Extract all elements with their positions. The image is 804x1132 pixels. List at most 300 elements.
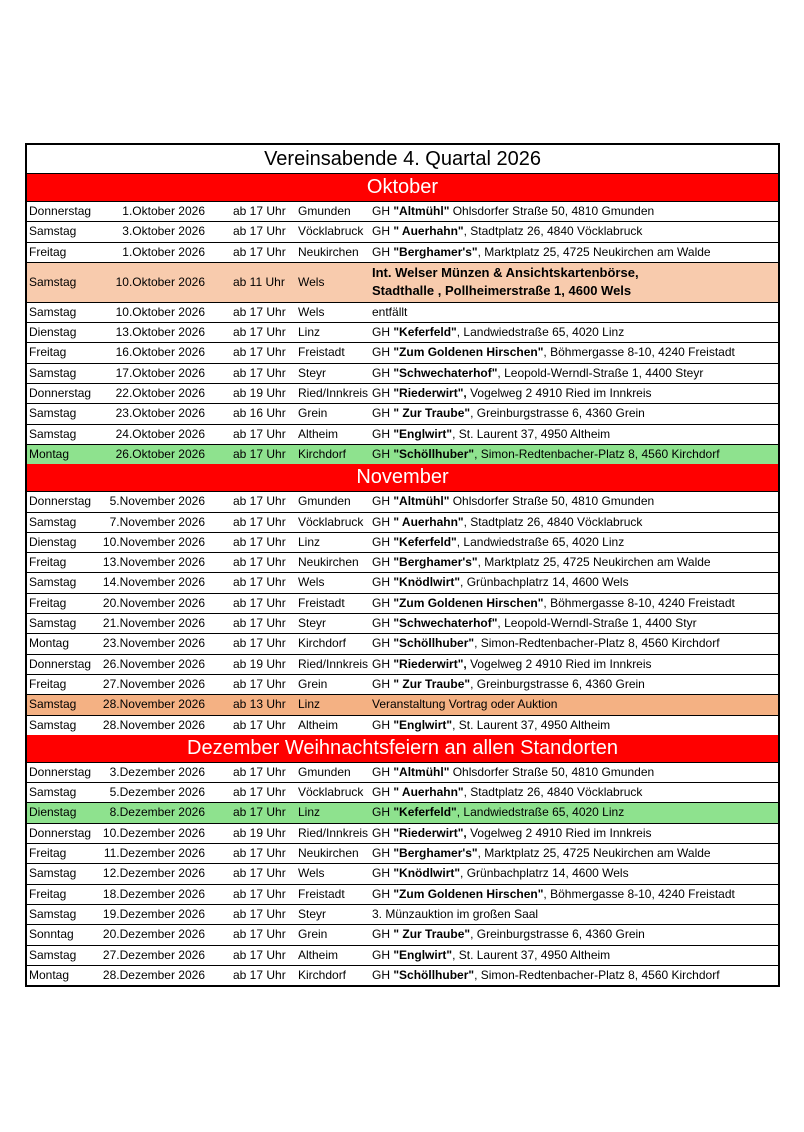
venue-cell [372, 905, 538, 924]
month-header-november: November [27, 464, 778, 492]
venue-prefix: GH [372, 386, 394, 401]
time-cell: ab 17 Uhr [233, 555, 286, 570]
venue-address: Vogelweg 2 4910 Ried im Innkreis [466, 656, 652, 671]
weekday-cell: Dienstag [29, 534, 77, 549]
time-cell: ab 17 Uhr [233, 947, 286, 962]
venue-name: "Berghamer's" [393, 244, 478, 259]
venue-cell [372, 533, 624, 552]
venue-prefix: GH [372, 595, 394, 610]
venue-cell [372, 492, 654, 511]
venue-name: "Schöllhuber" [393, 967, 475, 982]
venue-name: " Zur Traube" [393, 406, 471, 421]
table-row [27, 492, 778, 512]
time-cell: ab 17 Uhr [233, 325, 286, 340]
table-row [27, 844, 778, 864]
venue-address: , Marktplatz 25, 4725 Neukirchen am Walde [477, 244, 711, 259]
location-cell: Altheim [298, 717, 339, 732]
location-cell: Vöcklabruck [298, 514, 364, 529]
venue-name: " Auerhahn" [393, 224, 464, 239]
weekday-cell: Samstag [29, 717, 77, 732]
table-row [27, 695, 778, 715]
date-cell: 22.Oktober 2026 [115, 386, 205, 401]
venue-address: , Landwiedstraße 65, 4020 Linz [456, 805, 625, 820]
venue-address: , St. Laurent 37, 4950 Altheim [452, 426, 611, 441]
date-cell: 3.Dezember 2026 [109, 764, 205, 779]
venue-prefix: GH [372, 866, 394, 881]
location-cell: Neukirchen [298, 244, 359, 259]
venue-address: , Böhmergasse 8-10, 4240 Freistadt [543, 595, 735, 610]
table-row [27, 243, 778, 263]
venue-prefix: GH [372, 575, 394, 590]
weekday-cell: Freitag [29, 676, 67, 691]
weekday-cell: Samstag [29, 785, 77, 800]
venue-address: , Marktplatz 25, 4725 Neukirchen am Walde [477, 555, 711, 570]
venue-address: , Simon-Redtenbacher-Platz 8, 4560 Kirchdorf [474, 636, 720, 651]
venue-prefix: GH [372, 717, 394, 732]
venue-address: , Stadtplatz 26, 4840 Vöcklabruck [463, 514, 643, 529]
time-cell: ab 17 Uhr [233, 636, 286, 651]
date-cell: 12.Dezember 2026 [102, 866, 205, 881]
venue-name: "Englwirt" [393, 717, 453, 732]
table-row [27, 614, 778, 634]
location-cell: Freistadt [298, 345, 345, 360]
location-cell: Altheim [298, 426, 339, 441]
venue-address: , Böhmergasse 8-10, 4240 Freistadt [543, 345, 735, 360]
location-cell: Vöcklabruck [298, 224, 364, 239]
weekday-cell: Freitag [29, 244, 67, 259]
venue-name: "Zum Goldenen Hirschen" [393, 886, 544, 901]
venue-prefix: GH [372, 764, 394, 779]
weekday-cell: Dienstag [29, 325, 77, 340]
time-cell: ab 17 Uhr [233, 927, 286, 942]
venue-prefix: GH [372, 785, 394, 800]
date-cell: 23.Oktober 2026 [115, 406, 205, 421]
page-title: Vereinsabende 4. Quartal 2026 [27, 145, 778, 174]
venue-address: Vogelweg 2 4910 Ried im Innkreis [466, 825, 652, 840]
date-cell: 20.November 2026 [102, 595, 205, 610]
table-row [27, 303, 778, 323]
table-row [27, 803, 778, 823]
venue-cell [372, 594, 735, 613]
date-cell: 7.November 2026 [109, 514, 205, 529]
time-cell: ab 19 Uhr [233, 656, 286, 671]
time-cell: ab 17 Uhr [233, 866, 286, 881]
location-cell: Linz [298, 805, 321, 820]
venue-prefix: GH [372, 636, 394, 651]
date-cell: 10.November 2026 [102, 534, 205, 549]
venue-cell [372, 695, 557, 714]
venue-name: " Zur Traube" [393, 676, 471, 691]
location-cell: Linz [298, 697, 321, 712]
venue-prefix: GH [372, 825, 394, 840]
venue-address: , Landwiedstraße 65, 4020 Linz [456, 534, 625, 549]
time-cell: ab 17 Uhr [233, 676, 286, 691]
venue-address: , Stadtplatz 26, 4840 Vöcklabruck [463, 224, 643, 239]
table-row [27, 675, 778, 695]
time-cell: ab 17 Uhr [233, 446, 286, 461]
table-row [27, 634, 778, 654]
venue-address: Ohlsdorfer Straße 50, 4810 Gmunden [449, 494, 655, 509]
venue-cell [372, 716, 610, 735]
venue-prefix: Veranstaltung Vortrag oder Auktion [372, 697, 558, 712]
venue-name: "Keferfeld" [393, 534, 457, 549]
table-row [27, 202, 778, 222]
venue-name: "Knödlwirt" [393, 575, 461, 590]
location-cell: Steyr [298, 365, 327, 380]
date-cell: 27.November 2026 [102, 676, 205, 691]
time-cell: ab 17 Uhr [233, 365, 286, 380]
date-cell: 18.Dezember 2026 [102, 886, 205, 901]
venue-address: , Grünbachplatrz 14, 4600 Wels [460, 866, 629, 881]
table-row [27, 404, 778, 424]
table-row [27, 384, 778, 404]
location-cell: Wels [298, 304, 325, 319]
table-row [27, 885, 778, 905]
venue-cell [372, 946, 610, 965]
date-cell: 28.November 2026 [102, 697, 205, 712]
date-cell: 28.November 2026 [102, 717, 205, 732]
venue-prefix: GH [372, 886, 394, 901]
venue-address: Ohlsdorfer Straße 50, 4810 Gmunden [449, 204, 655, 218]
venue-prefix: GH [372, 805, 394, 820]
table-row [27, 966, 778, 985]
table-row [27, 222, 778, 242]
venue-cell [372, 634, 720, 653]
weekday-cell: Donnerstag [29, 764, 92, 779]
location-cell: Steyr [298, 616, 327, 631]
venue-cell [372, 264, 639, 300]
venue-cell [372, 425, 610, 444]
time-cell: ab 17 Uhr [233, 717, 286, 732]
time-cell: ab 19 Uhr [233, 386, 286, 401]
venue-prefix: GH [372, 555, 394, 570]
table-row [27, 533, 778, 553]
weekday-cell: Dienstag [29, 805, 77, 820]
venue-address: , Grünbachplatrz 14, 4600 Wels [460, 575, 629, 590]
venue-cell [372, 614, 697, 633]
date-cell: 13.Oktober 2026 [115, 325, 205, 340]
date-cell: 20.Dezember 2026 [102, 927, 205, 942]
venue-cell [372, 844, 711, 863]
venue-name: "Englwirt" [393, 426, 453, 441]
venue-address: , St. Laurent 37, 4950 Altheim [452, 717, 611, 732]
location-cell: Gmunden [298, 204, 351, 218]
time-cell: ab 17 Uhr [233, 595, 286, 610]
location-cell: Neukirchen [298, 846, 359, 861]
date-cell: 1.Oktober 2026 [122, 204, 205, 218]
venue-cell [372, 202, 654, 221]
venue-prefix: GH [372, 426, 394, 441]
date-cell: 26.November 2026 [102, 656, 205, 671]
weekday-cell: Sonntag [29, 927, 74, 942]
venue-name: "Altmühl" [393, 204, 450, 218]
venue-cell [372, 343, 735, 362]
venue-address: Vogelweg 2 4910 Ried im Innkreis [466, 386, 652, 401]
venue-address: , Greinburgstrasse 6, 4360 Grein [470, 406, 645, 421]
table-row [27, 594, 778, 614]
month-rows [27, 202, 778, 464]
weekday-cell: Samstag [29, 947, 77, 962]
venue-name: " Auerhahn" [393, 785, 464, 800]
venue-name: "Altmühl" [393, 494, 450, 509]
weekday-cell: Samstag [29, 406, 77, 421]
location-cell: Gmunden [298, 764, 351, 779]
weekday-cell: Samstag [29, 575, 77, 590]
time-cell: ab 17 Uhr [233, 967, 286, 982]
venue-address: , Greinburgstrasse 6, 4360 Grein [470, 927, 645, 942]
venue-prefix: 3. Münzauktion im großen Saal [372, 906, 539, 921]
venue-cell [372, 445, 720, 464]
table-row [27, 946, 778, 966]
venue-cell [372, 573, 629, 592]
time-cell: ab 17 Uhr [233, 575, 286, 590]
location-cell: Grein [298, 676, 328, 691]
time-cell: ab 13 Uhr [233, 697, 286, 712]
schedule-table [25, 143, 780, 987]
time-cell: ab 17 Uhr [233, 244, 286, 259]
time-cell: ab 17 Uhr [233, 494, 286, 509]
time-cell: ab 17 Uhr [233, 345, 286, 360]
date-cell: 1.Oktober 2026 [122, 244, 205, 259]
venue-name: "Keferfeld" [393, 325, 457, 340]
table-row [27, 425, 778, 445]
month-rows [27, 492, 778, 735]
table-row [27, 824, 778, 844]
venue-address: , St. Laurent 37, 4950 Altheim [452, 947, 611, 962]
venue-line-1: Int. Welser Münzen & Ansichtskartenbörse, [372, 264, 639, 280]
venue-prefix: GH [372, 244, 394, 259]
venue-prefix: entfällt [372, 304, 408, 319]
venue-cell [372, 384, 652, 403]
weekday-cell: Freitag [29, 886, 67, 901]
venue-name: "Schwechaterhof" [393, 365, 498, 380]
time-cell: ab 11 Uhr [233, 274, 285, 289]
date-cell: 3.Oktober 2026 [122, 224, 205, 239]
venue-cell [372, 925, 645, 944]
venue-cell [372, 803, 624, 822]
time-cell: ab 17 Uhr [233, 616, 286, 631]
date-cell: 10.Dezember 2026 [102, 825, 205, 840]
weekday-cell: Donnerstag [29, 204, 92, 218]
location-cell: Kirchdorf [298, 967, 347, 982]
venue-prefix: GH [372, 406, 394, 421]
table-row [27, 763, 778, 783]
venue-prefix: GH [372, 927, 394, 942]
venue-prefix: GH [372, 947, 394, 962]
venue-name: "Zum Goldenen Hirschen" [393, 345, 544, 360]
venue-name: "Schwechaterhof" [393, 616, 498, 631]
venue-address: Ohlsdorfer Straße 50, 4810 Gmunden [449, 764, 655, 779]
venue-cell [372, 364, 703, 383]
venue-name: "Berghamer's" [393, 846, 478, 861]
weekday-cell: Samstag [29, 697, 77, 712]
month-header-oktober: Oktober [27, 174, 778, 202]
location-cell: Grein [298, 406, 328, 421]
table-row [27, 573, 778, 593]
date-cell: 10.Oktober 2026 [115, 304, 205, 319]
time-cell: ab 17 Uhr [233, 304, 286, 319]
location-cell: Wels [298, 575, 325, 590]
date-cell: 23.November 2026 [102, 636, 205, 651]
venue-name: "Berghamer's" [393, 555, 478, 570]
location-cell: Grein [298, 927, 328, 942]
venue-name: " Auerhahn" [393, 514, 464, 529]
venue-prefix: GH [372, 616, 394, 631]
table-row [27, 553, 778, 573]
date-cell: 21.November 2026 [102, 616, 205, 631]
venue-name: "Schöllhuber" [393, 636, 475, 651]
weekday-cell: Donnerstag [29, 494, 92, 509]
venue-prefix: GH [372, 446, 394, 461]
venue-cell [372, 824, 652, 843]
venue-name: " Zur Traube" [393, 927, 471, 942]
location-cell: Freistadt [298, 886, 345, 901]
weekday-cell: Samstag [29, 304, 77, 319]
venue-address: , Marktplatz 25, 4725 Neukirchen am Walde [477, 846, 711, 861]
venue-address: , Greinburgstrasse 6, 4360 Grein [470, 676, 645, 691]
location-cell: Linz [298, 325, 321, 340]
venue-prefix: GH [372, 325, 394, 340]
weekday-cell: Montag [29, 967, 70, 982]
venue-prefix: GH [372, 514, 394, 529]
venue-cell [372, 885, 735, 904]
location-cell: Linz [298, 534, 321, 549]
time-cell: ab 17 Uhr [233, 805, 286, 820]
venue-cell [372, 243, 711, 262]
time-cell: ab 17 Uhr [233, 785, 286, 800]
date-cell: 14.November 2026 [102, 575, 205, 590]
weekday-cell: Donnerstag [29, 825, 92, 840]
date-cell: 16.Oktober 2026 [115, 345, 205, 360]
venue-prefix: GH [372, 656, 394, 671]
date-cell: 8.Dezember 2026 [109, 805, 205, 820]
time-cell: ab 17 Uhr [233, 846, 286, 861]
weekday-cell: Samstag [29, 365, 77, 380]
venue-name: "Englwirt" [393, 947, 453, 962]
venue-name: "Riederwirt", [393, 656, 467, 671]
table-row [27, 445, 778, 464]
location-cell: Ried/Innkreis [298, 656, 369, 671]
venue-name: "Knödlwirt" [393, 866, 461, 881]
table-row [27, 925, 778, 945]
location-cell: Ried/Innkreis [298, 825, 369, 840]
time-cell: ab 17 Uhr [233, 204, 286, 218]
location-cell: Steyr [298, 906, 327, 921]
weekday-cell: Samstag [29, 514, 77, 529]
table-row [27, 513, 778, 533]
venue-line-2: Stadthalle , Pollheimerstraße 1, 4600 Wels [372, 282, 632, 298]
table-row [27, 263, 778, 303]
date-cell: 10.Oktober 2026 [115, 274, 205, 289]
month-rows [27, 763, 778, 985]
venue-prefix: GH [372, 224, 394, 239]
table-row [27, 864, 778, 884]
location-cell: Kirchdorf [298, 446, 347, 461]
time-cell: ab 17 Uhr [233, 534, 286, 549]
location-cell: Wels [298, 866, 325, 881]
weekday-cell: Freitag [29, 595, 67, 610]
date-cell: 17.Oktober 2026 [115, 365, 205, 380]
venue-cell [372, 864, 629, 883]
month-header-dezember: Dezember Weihnachtsfeiern an allen Standorten [27, 735, 778, 763]
venue-cell [372, 303, 407, 322]
date-cell: 27.Dezember 2026 [102, 947, 205, 962]
location-cell: Vöcklabruck [298, 785, 364, 800]
date-cell: 5.November 2026 [109, 494, 205, 509]
date-cell: 11.Dezember 2026 [103, 846, 205, 861]
venue-prefix: GH [372, 534, 394, 549]
venue-prefix: GH [372, 345, 394, 360]
venue-cell [372, 763, 654, 782]
venue-address: , Simon-Redtenbacher-Platz 8, 4560 Kirchdorf [474, 446, 720, 461]
weekday-cell: Donnerstag [29, 386, 92, 401]
venue-name: "Zum Goldenen Hirschen" [393, 595, 544, 610]
venue-address: , Landwiedstraße 65, 4020 Linz [456, 325, 625, 340]
venue-cell [372, 553, 711, 572]
date-cell: 24.Oktober 2026 [115, 426, 205, 441]
venue-address: , Simon-Redtenbacher-Platz 8, 4560 Kirchdorf [474, 967, 720, 982]
table-row [27, 343, 778, 363]
venue-address: , Böhmergasse 8-10, 4240 Freistadt [543, 886, 735, 901]
venue-name: "Altmühl" [393, 764, 450, 779]
table-row [27, 323, 778, 343]
weekday-cell: Montag [29, 636, 70, 651]
time-cell: ab 17 Uhr [233, 426, 286, 441]
location-cell: Kirchdorf [298, 636, 347, 651]
table-row [27, 783, 778, 803]
venue-cell [372, 966, 720, 985]
time-cell: ab 17 Uhr [233, 764, 286, 779]
weekday-cell: Freitag [29, 345, 67, 360]
venue-prefix: GH [372, 846, 394, 861]
venue-cell [372, 404, 645, 423]
weekday-cell: Samstag [29, 224, 77, 239]
date-cell: 28.Dezember 2026 [102, 967, 205, 982]
venue-prefix: GH [372, 365, 394, 380]
weekday-cell: Montag [29, 446, 70, 461]
time-cell: ab 17 Uhr [233, 906, 286, 921]
venue-cell [372, 323, 624, 342]
weekday-cell: Samstag [29, 866, 77, 881]
date-cell: 13.November 2026 [102, 555, 205, 570]
table-row [27, 364, 778, 384]
venue-address: , Leopold-Werndl-Straße 1, 4400 Steyr [497, 365, 704, 380]
time-cell: ab 17 Uhr [233, 224, 286, 239]
table-row [27, 905, 778, 925]
weekday-cell: Freitag [29, 555, 67, 570]
venue-name: "Keferfeld" [393, 805, 457, 820]
time-cell: ab 19 Uhr [233, 825, 286, 840]
table-row [27, 655, 778, 675]
date-cell: 26.Oktober 2026 [115, 446, 205, 461]
venue-cell [372, 513, 642, 532]
date-cell: 19.Dezember 2026 [102, 906, 205, 921]
venue-cell [372, 222, 642, 241]
table-row [27, 716, 778, 735]
venue-cell [372, 655, 652, 674]
weekday-cell: Samstag [29, 426, 77, 441]
weekday-cell: Samstag [29, 906, 77, 921]
time-cell: ab 17 Uhr [233, 886, 286, 901]
location-cell: Ried/Innkreis [298, 386, 369, 401]
weekday-cell: Samstag [29, 616, 77, 631]
location-cell: Altheim [298, 947, 339, 962]
weekday-cell: Freitag [29, 846, 67, 861]
venue-cell [372, 783, 642, 802]
venue-prefix: GH [372, 204, 394, 218]
location-cell: Freistadt [298, 595, 345, 610]
venue-name: "Riederwirt", [393, 825, 467, 840]
